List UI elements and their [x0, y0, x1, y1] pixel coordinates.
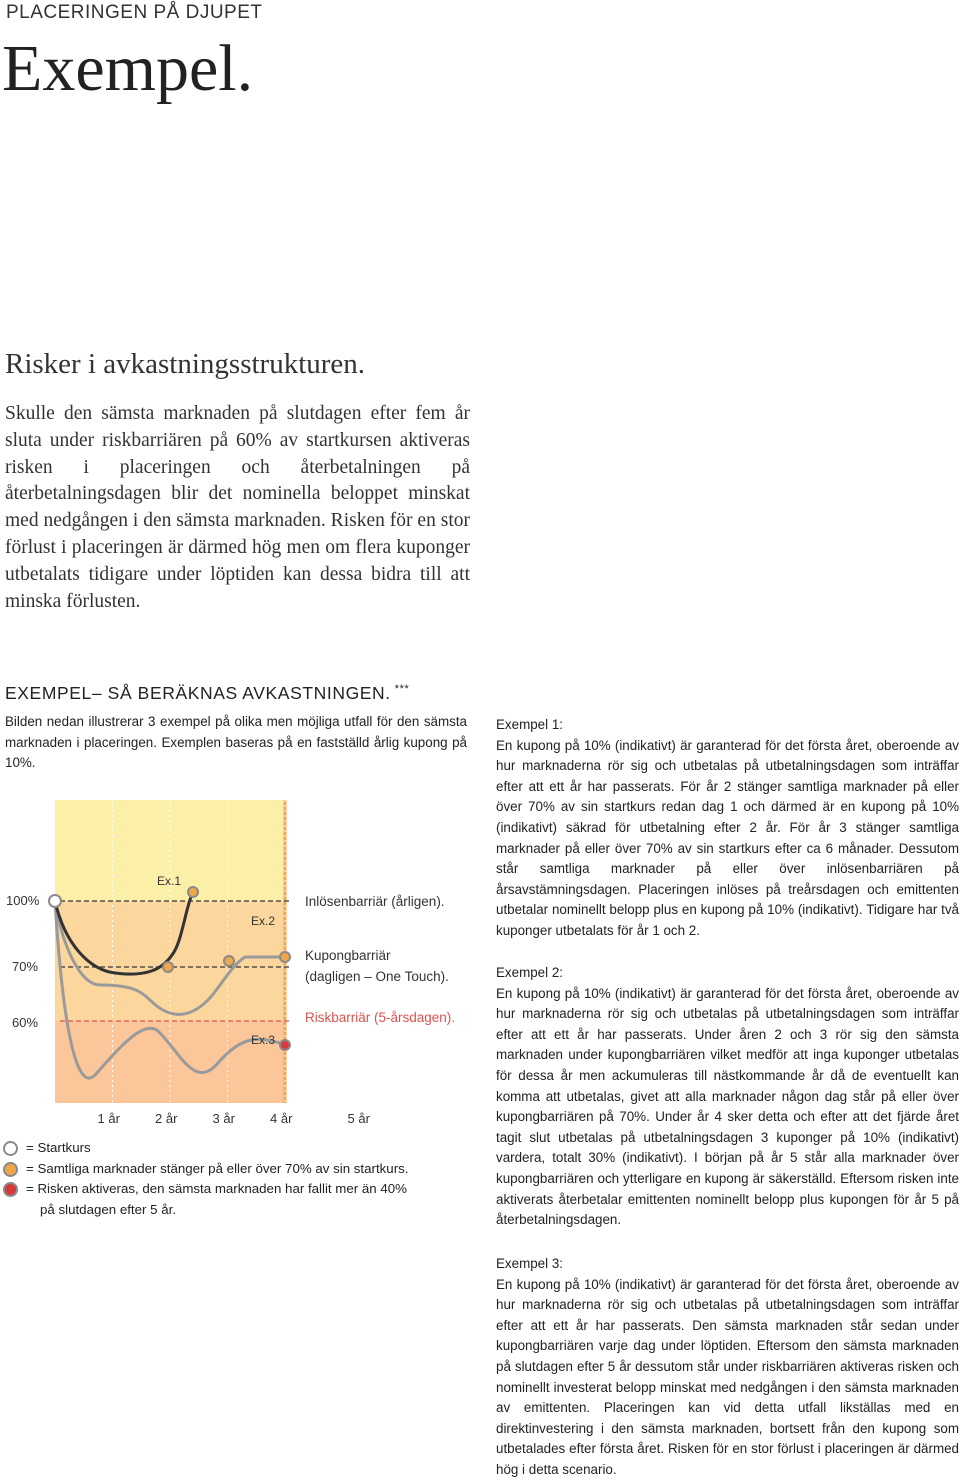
example-heading-text: EXEMPEL– SÅ BERÄKNAS AVKASTNINGEN. [5, 683, 391, 703]
example-1-title: Exempel 1: [496, 717, 563, 732]
y-tick-70: 70% [12, 959, 39, 974]
red-dot-icon [3, 1182, 18, 1197]
ex1-year2-point [163, 962, 173, 972]
example-heading [5, 683, 409, 704]
x-tick-label: 2 år [155, 1111, 178, 1126]
ex2-year4-point [224, 956, 234, 966]
x-tick-label: 4 år [270, 1111, 293, 1126]
ex2-year5-point [280, 952, 290, 962]
chart-legend [3, 1138, 408, 1220]
example-1-block [496, 715, 959, 942]
example-3-title: Exempel 3: [496, 1256, 563, 1271]
y-tick-60: 60% [12, 1015, 39, 1030]
orange-dot-icon [3, 1162, 18, 1177]
legend-item-coupon [3, 1159, 408, 1180]
legend-item-risk [3, 1179, 408, 1220]
example-3-body: En kupong på 10% (indikativt) är garanterad för det första året, oberoende av hur marknaderna rör sig och utbetalas på utbetalningsdagen som inträffar efter att ett år har passerats. Den sämsta marknaden står sedan under kupongbarriären varje dag under löptiden. Eftersom den sämsta marknaden på slutdagen efter 5 år dessutom står under riskbarriären aktiveras risken och nominellt investerat belopp minskat med nedgången i den sämsta marknaden av emittenten. Placeringen kan vid detta utfall likställas med en direktinvestering i den sämsta marknaden, bortsett från den kupong som utbetalades efter första året. Risken för en stor förlust i placeringen är därmed hög i detta scenario. [496, 1276, 959, 1477]
example-3-block [496, 1254, 959, 1481]
start-dot-icon [3, 1141, 18, 1156]
example-2-body: En kupong på 10% (indikativt) är garanterad för det första året, oberoende av hur marknaderna rör sig och utbetalas på utbetalningsdagen som inträffar efter att ett år har passerats. Under åren 2 och 3 rör sig den sämsta marknaden under kupongbarriären vilket medför att inga kuponger utbetalas för dessa år men ackumuleras till nästkommande år då de eventuellt kan komma att utbetalas, givet att alla marknader någon dag står på eller över kupongbarriären på 70%. Under år 4 sker detta och efter att det fjärde året tagit slut utbetalas på utbetalningsdagen 3 kuponger på 10% (indikativt) vardera, totalt 30% (indikativt). I början på år 5 står alla marknader över kupongbarriären och ytterligare en kupong är säkerställd. Eftersom risken inte aktiverats återbetalar emittenten nominellt belopp plus kupongen för år 5 på återbetalningsdagen. [496, 985, 959, 1228]
redemption-barrier-label: Inlösenbarriär (årligen). [305, 894, 445, 909]
x-tick-label: 5 år [347, 1111, 370, 1126]
legend-text [26, 1179, 407, 1220]
series-label-ex2: Ex.2 [251, 914, 276, 928]
risk-paragraph: Skulle den sämsta marknaden på slutdagen efter fem år sluta under riskbarriären på 60% av startkursen aktiveras risken i placeringen och återbetalningen på återbetalningsdagen blir det nominella beloppet minskat med nedgången i den sämsta marknaden. Risken för en stor förlust i placeringen är därmed hög men om flera kuponger utbetalats tidigare under löptiden kan dessa bidra till att minska förlusten. [5, 403, 470, 612]
risk-heading: Risker i avkastningsstrukturen. [5, 348, 366, 380]
y-tick-100: 100% [6, 893, 40, 908]
series-label-ex1: Ex.1 [157, 874, 182, 888]
page-title: Exempel. [2, 32, 254, 105]
example-2-block [496, 963, 959, 1231]
start-point [49, 895, 61, 907]
coupon-barrier-label-1: Kupongbarriär [305, 948, 391, 963]
footnote-mark: *** [394, 683, 410, 695]
risk-barrier-label: Riskbarriär (5-årsdagen). [305, 1010, 456, 1025]
example-2-title: Exempel 2: [496, 965, 563, 980]
example-intro: Bilden nedan illustrerar 3 exempel på olika men möjliga utfall för den sämsta marknaden i placeringen. Exemplen baseras på en fastställd årlig kupong på 10%. [5, 714, 467, 770]
ex1-year3-point [188, 887, 198, 897]
example-1-body: En kupong på 10% (indikativt) är garanterad för det första året, oberoende av hur marknaderna rör sig och utbetalas på utbetalningsdagen som inträffar efter att ett år har passerats. För år 2 stänger samtliga marknader på eller över 70% av sin startkurs redan dag 1 och därmed är en kupong på 10% (indikativt) säkrad för utbetalning efter 2 år. För år 3 stänger samtliga marknader på eller över 70% av sin startkurs efter ca 6 månader. Dessutom står samtliga marknader på eller över inlösenbarriären på årsavstämningsdagen. Placeringen inlöses på treårsdagen och emittenten utbetalar nominellt belopp plus en kupong på 10% (indikativt). Tidigare har två kuponger utbetalats för år 1 och 2. [496, 737, 959, 938]
legend-text-line1: = Risken aktiveras, den sämsta marknaden har fallit mer än 40% [26, 1181, 407, 1196]
legend-text-line2: på slutdagen efter 5 år. [40, 1201, 177, 1217]
legend-item-start [3, 1138, 408, 1159]
legend-text: = Samtliga marknader stänger på eller över 70% av sin startkurs. [26, 1160, 409, 1176]
x-tick-labels [98, 1111, 371, 1126]
series-label-ex3: Ex.3 [251, 1033, 276, 1047]
coupon-barrier-label-2: (dagligen – One Touch). [305, 969, 449, 984]
section-label: PLACERINGEN PÅ DJUPET [6, 2, 263, 23]
legend-text: = Startkurs [26, 1140, 91, 1155]
barrier-chart [0, 795, 480, 1135]
ex3-risk-point [280, 1040, 290, 1050]
x-tick-label: 1 år [97, 1111, 120, 1126]
x-tick-label: 3 år [212, 1111, 235, 1126]
